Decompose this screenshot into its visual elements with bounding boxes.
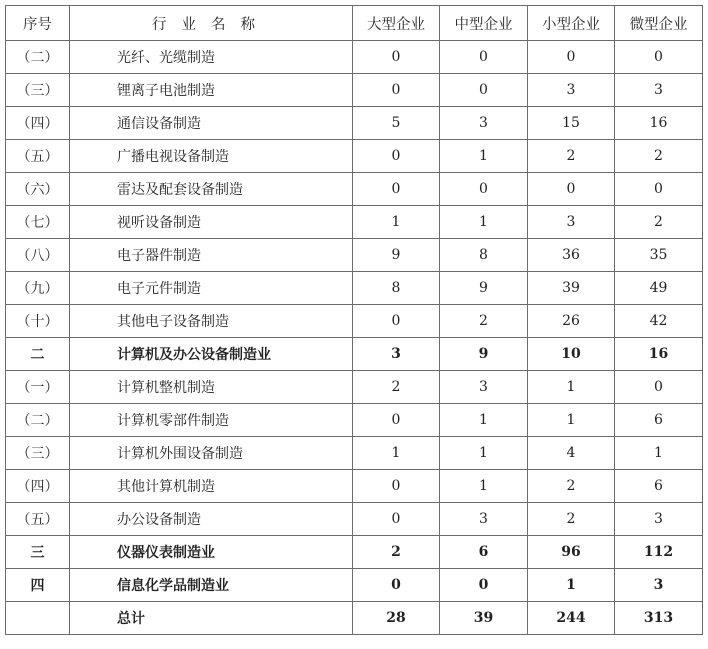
cell-index: （八） xyxy=(6,239,70,272)
cell-small: 1 xyxy=(528,371,615,404)
cell-index: （一） xyxy=(6,371,70,404)
header-micro: 微型企业 xyxy=(615,6,703,41)
table-row xyxy=(6,404,703,437)
table-row xyxy=(6,107,703,140)
cell-micro: 42 xyxy=(615,305,703,338)
table-row xyxy=(6,173,703,206)
table-row xyxy=(6,503,703,536)
cell-medium: 1 xyxy=(440,206,528,239)
cell-small: 10 xyxy=(528,338,615,371)
cell-large: 0 xyxy=(353,74,440,107)
cell-industry-name: 计算机外围设备制造 xyxy=(70,437,353,470)
cell-index: （三） xyxy=(6,74,70,107)
cell-large: 0 xyxy=(353,470,440,503)
cell-industry-name: 视听设备制造 xyxy=(70,206,353,239)
cell-large: 3 xyxy=(353,338,440,371)
cell-micro: 3 xyxy=(615,503,703,536)
cell-industry-name: 光纤、光缆制造 xyxy=(70,41,353,74)
cell-micro: 16 xyxy=(615,107,703,140)
cell-medium: 0 xyxy=(440,41,528,74)
cell-micro: 112 xyxy=(615,536,703,569)
cell-small: 96 xyxy=(528,536,615,569)
cell-index: （十） xyxy=(6,305,70,338)
cell-micro: 1 xyxy=(615,437,703,470)
table-body xyxy=(6,41,703,635)
table-row xyxy=(6,41,703,74)
cell-small: 1 xyxy=(528,569,615,602)
cell-large: 1 xyxy=(353,206,440,239)
cell-medium: 1 xyxy=(440,140,528,173)
cell-medium: 1 xyxy=(440,470,528,503)
cell-small: 2 xyxy=(528,503,615,536)
cell-index: （九） xyxy=(6,272,70,305)
cell-index: （七） xyxy=(6,206,70,239)
cell-medium: 3 xyxy=(440,371,528,404)
table-row xyxy=(6,239,703,272)
cell-large: 8 xyxy=(353,272,440,305)
cell-large: 0 xyxy=(353,404,440,437)
cell-medium: 2 xyxy=(440,305,528,338)
cell-index: 二 xyxy=(6,338,70,371)
cell-small: 2 xyxy=(528,470,615,503)
header-index: 序号 xyxy=(6,6,70,41)
cell-large: 0 xyxy=(353,173,440,206)
cell-large: 2 xyxy=(353,536,440,569)
cell-micro: 6 xyxy=(615,470,703,503)
cell-industry-name: 电子器件制造 xyxy=(70,239,353,272)
cell-small: 2 xyxy=(528,140,615,173)
table-row xyxy=(6,206,703,239)
cell-industry-name: 电子元件制造 xyxy=(70,272,353,305)
cell-small: 3 xyxy=(528,74,615,107)
cell-medium: 9 xyxy=(440,338,528,371)
cell-medium: 39 xyxy=(440,602,528,635)
cell-index: （二） xyxy=(6,41,70,74)
cell-index: （四） xyxy=(6,470,70,503)
cell-industry-name: 广播电视设备制造 xyxy=(70,140,353,173)
table-row xyxy=(6,470,703,503)
cell-industry-name: 计算机及办公设备制造业 xyxy=(70,338,353,371)
cell-industry-name: 总计 xyxy=(70,602,353,635)
cell-micro: 6 xyxy=(615,404,703,437)
cell-micro: 16 xyxy=(615,338,703,371)
cell-small: 26 xyxy=(528,305,615,338)
table-row xyxy=(6,536,703,569)
cell-micro: 3 xyxy=(615,74,703,107)
cell-medium: 0 xyxy=(440,569,528,602)
cell-index: 四 xyxy=(6,569,70,602)
table-row xyxy=(6,338,703,371)
cell-micro: 2 xyxy=(615,206,703,239)
cell-medium: 1 xyxy=(440,404,528,437)
cell-index: （五） xyxy=(6,140,70,173)
document-page xyxy=(5,5,703,635)
cell-index: 三 xyxy=(6,536,70,569)
table-row xyxy=(6,140,703,173)
table-row xyxy=(6,74,703,107)
cell-micro: 313 xyxy=(615,602,703,635)
cell-industry-name: 计算机零部件制造 xyxy=(70,404,353,437)
cell-micro: 2 xyxy=(615,140,703,173)
cell-industry-name: 仪器仪表制造业 xyxy=(70,536,353,569)
cell-micro: 0 xyxy=(615,41,703,74)
header-industry-name: 行业名称 xyxy=(70,6,353,41)
cell-small: 3 xyxy=(528,206,615,239)
cell-large: 0 xyxy=(353,503,440,536)
cell-large: 2 xyxy=(353,371,440,404)
header-medium: 中型企业 xyxy=(440,6,528,41)
header-large: 大型企业 xyxy=(353,6,440,41)
cell-small: 0 xyxy=(528,173,615,206)
cell-index: （六） xyxy=(6,173,70,206)
cell-index: （五） xyxy=(6,503,70,536)
cell-small: 1 xyxy=(528,404,615,437)
cell-index: （二） xyxy=(6,404,70,437)
cell-index xyxy=(6,602,70,635)
cell-small: 4 xyxy=(528,437,615,470)
cell-industry-name: 雷达及配套设备制造 xyxy=(70,173,353,206)
cell-micro: 0 xyxy=(615,173,703,206)
table-row xyxy=(6,305,703,338)
cell-medium: 9 xyxy=(440,272,528,305)
table-row xyxy=(6,602,703,635)
cell-small: 39 xyxy=(528,272,615,305)
cell-large: 5 xyxy=(353,107,440,140)
cell-industry-name: 通信设备制造 xyxy=(70,107,353,140)
cell-small: 36 xyxy=(528,239,615,272)
cell-industry-name: 信息化学品制造业 xyxy=(70,569,353,602)
cell-index: （三） xyxy=(6,437,70,470)
cell-large: 0 xyxy=(353,569,440,602)
cell-medium: 8 xyxy=(440,239,528,272)
cell-large: 0 xyxy=(353,140,440,173)
table-row xyxy=(6,371,703,404)
cell-micro: 49 xyxy=(615,272,703,305)
cell-large: 9 xyxy=(353,239,440,272)
cell-micro: 0 xyxy=(615,371,703,404)
table-header-row xyxy=(6,6,703,41)
cell-medium: 3 xyxy=(440,107,528,140)
cell-medium: 0 xyxy=(440,74,528,107)
cell-large: 1 xyxy=(353,437,440,470)
cell-medium: 6 xyxy=(440,536,528,569)
cell-small: 15 xyxy=(528,107,615,140)
cell-micro: 3 xyxy=(615,569,703,602)
cell-industry-name: 锂离子电池制造 xyxy=(70,74,353,107)
cell-small: 0 xyxy=(528,41,615,74)
enterprise-size-table xyxy=(5,5,703,635)
cell-large: 0 xyxy=(353,305,440,338)
cell-medium: 0 xyxy=(440,173,528,206)
cell-medium: 1 xyxy=(440,437,528,470)
cell-industry-name: 其他电子设备制造 xyxy=(70,305,353,338)
header-small: 小型企业 xyxy=(528,6,615,41)
table-row xyxy=(6,437,703,470)
cell-large: 28 xyxy=(353,602,440,635)
cell-micro: 35 xyxy=(615,239,703,272)
cell-small: 244 xyxy=(528,602,615,635)
cell-industry-name: 办公设备制造 xyxy=(70,503,353,536)
table-row xyxy=(6,569,703,602)
cell-medium: 3 xyxy=(440,503,528,536)
table-row xyxy=(6,272,703,305)
cell-industry-name: 其他计算机制造 xyxy=(70,470,353,503)
cell-industry-name: 计算机整机制造 xyxy=(70,371,353,404)
cell-large: 0 xyxy=(353,41,440,74)
cell-index: （四） xyxy=(6,107,70,140)
